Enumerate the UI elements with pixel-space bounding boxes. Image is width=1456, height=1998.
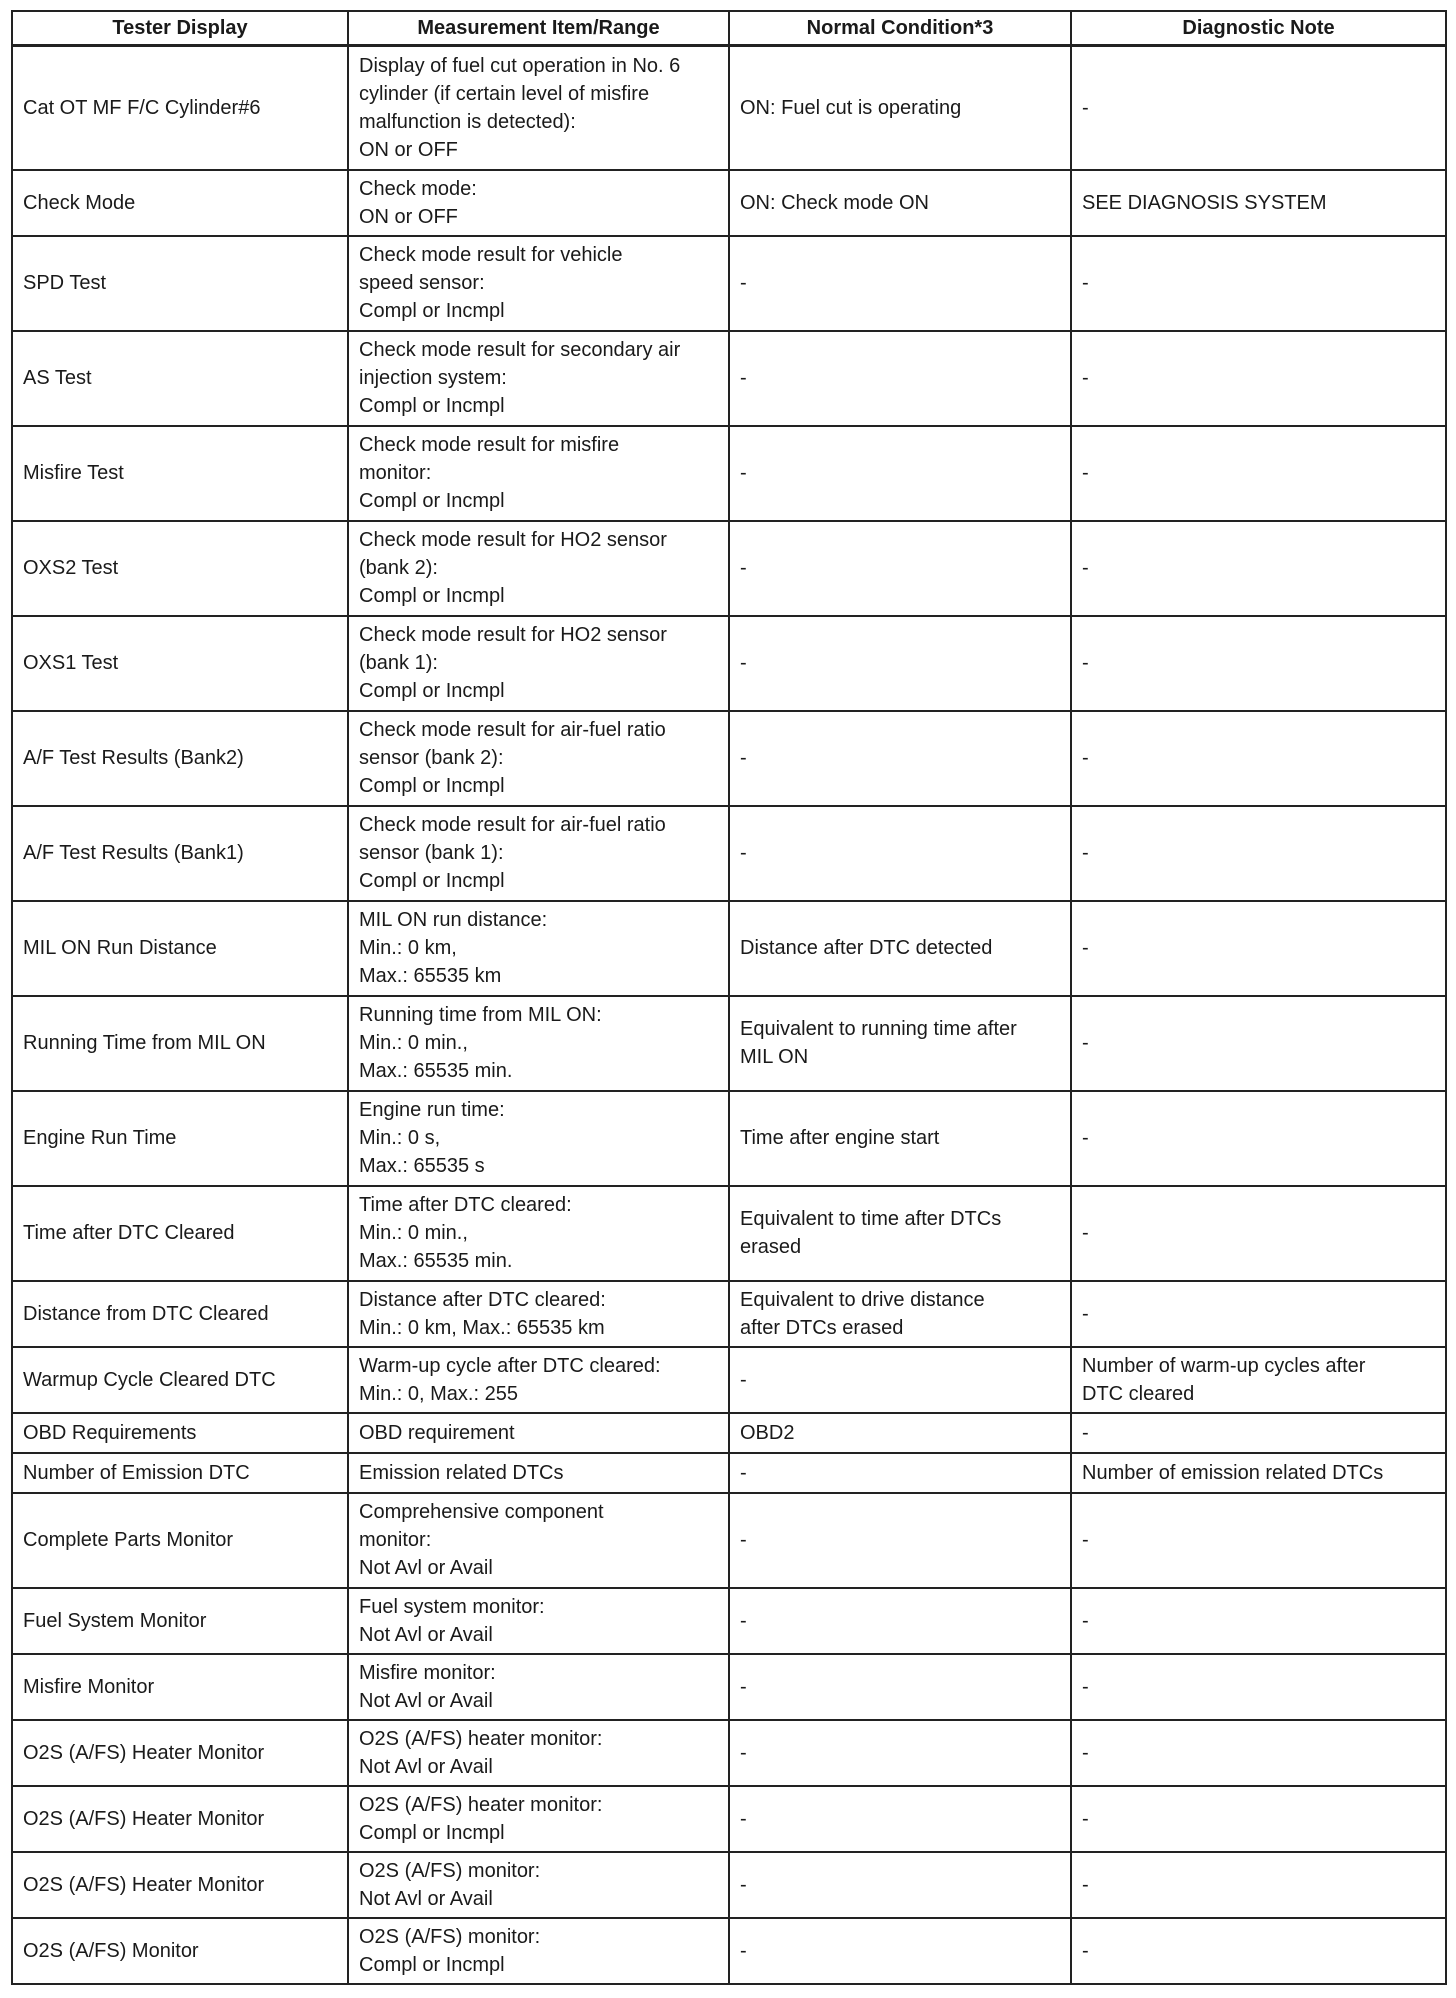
table-row bbox=[12, 1720, 1446, 1786]
cell-normal-condition: OBD2 bbox=[729, 1413, 1071, 1453]
cell-normal-condition: - bbox=[729, 1786, 1071, 1852]
cell-measurement-range: MIL ON run distance: Min.: 0 km, Max.: 65535 km bbox=[348, 901, 729, 996]
cell-tester-display: MIL ON Run Distance bbox=[12, 901, 348, 996]
cell-tester-display: Misfire Monitor bbox=[12, 1654, 348, 1720]
table-row bbox=[12, 901, 1446, 996]
cell-diagnostic-note: SEE DIAGNOSIS SYSTEM bbox=[1071, 170, 1446, 236]
cell-tester-display: Misfire Test bbox=[12, 426, 348, 521]
cell-tester-display: Fuel System Monitor bbox=[12, 1588, 348, 1654]
cell-measurement-range: Emission related DTCs bbox=[348, 1453, 729, 1493]
cell-tester-display: Cat OT MF F/C Cylinder#6 bbox=[12, 46, 348, 170]
cell-tester-display: O2S (A/FS) Heater Monitor bbox=[12, 1786, 348, 1852]
cell-measurement-range: Fuel system monitor: Not Avl or Avail bbox=[348, 1588, 729, 1654]
cell-normal-condition: - bbox=[729, 1654, 1071, 1720]
cell-measurement-range: Check mode: ON or OFF bbox=[348, 170, 729, 236]
header-diagnostic-note: Diagnostic Note bbox=[1071, 11, 1446, 46]
cell-measurement-range: Display of fuel cut operation in No. 6 cylinder (if certain level of misfire malfunction is detected): ON or OFF bbox=[348, 46, 729, 170]
table-body bbox=[12, 46, 1446, 1984]
cell-measurement-range: Check mode result for air-fuel ratio sensor (bank 1): Compl or Incmpl bbox=[348, 806, 729, 901]
table-row bbox=[12, 1654, 1446, 1720]
table-row bbox=[12, 1186, 1446, 1281]
cell-normal-condition: - bbox=[729, 1918, 1071, 1984]
cell-normal-condition: - bbox=[729, 331, 1071, 426]
cell-measurement-range: Engine run time: Min.: 0 s, Max.: 65535 s bbox=[348, 1091, 729, 1186]
table-row bbox=[12, 996, 1446, 1091]
table-row bbox=[12, 711, 1446, 806]
cell-measurement-range: Check mode result for air-fuel ratio sensor (bank 2): Compl or Incmpl bbox=[348, 711, 729, 806]
cell-normal-condition: - bbox=[729, 1852, 1071, 1918]
cell-measurement-range: Check mode result for HO2 sensor (bank 2): Compl or Incmpl bbox=[348, 521, 729, 616]
cell-normal-condition: - bbox=[729, 1588, 1071, 1654]
cell-diagnostic-note: - bbox=[1071, 1654, 1446, 1720]
cell-normal-condition: Equivalent to time after DTCs erased bbox=[729, 1186, 1071, 1281]
table-row bbox=[12, 1347, 1446, 1413]
cell-measurement-range: Check mode result for vehicle speed sensor: Compl or Incmpl bbox=[348, 236, 729, 331]
cell-normal-condition: - bbox=[729, 236, 1071, 331]
table-row bbox=[12, 236, 1446, 331]
data-list-table bbox=[11, 10, 1447, 1985]
cell-diagnostic-note: - bbox=[1071, 1186, 1446, 1281]
cell-normal-condition: - bbox=[729, 806, 1071, 901]
header-normal-condition: Normal Condition*3 bbox=[729, 11, 1071, 46]
cell-diagnostic-note: - bbox=[1071, 1091, 1446, 1186]
cell-diagnostic-note: - bbox=[1071, 1852, 1446, 1918]
cell-normal-condition: - bbox=[729, 1347, 1071, 1413]
cell-tester-display: O2S (A/FS) Monitor bbox=[12, 1918, 348, 1984]
cell-diagnostic-note: - bbox=[1071, 1493, 1446, 1588]
cell-tester-display: Warmup Cycle Cleared DTC bbox=[12, 1347, 348, 1413]
table-row bbox=[12, 1281, 1446, 1347]
cell-measurement-range: Check mode result for misfire monitor: Compl or Incmpl bbox=[348, 426, 729, 521]
table-row bbox=[12, 331, 1446, 426]
cell-diagnostic-note: Number of emission related DTCs bbox=[1071, 1453, 1446, 1493]
table-row bbox=[12, 521, 1446, 616]
cell-normal-condition: - bbox=[729, 1720, 1071, 1786]
cell-tester-display: Number of Emission DTC bbox=[12, 1453, 348, 1493]
table-row bbox=[12, 170, 1446, 236]
cell-diagnostic-note: Number of warm-up cycles after DTC cleared bbox=[1071, 1347, 1446, 1413]
table-row bbox=[12, 616, 1446, 711]
cell-normal-condition: Equivalent to running time after MIL ON bbox=[729, 996, 1071, 1091]
cell-normal-condition: - bbox=[729, 616, 1071, 711]
cell-diagnostic-note: - bbox=[1071, 1720, 1446, 1786]
cell-tester-display: Running Time from MIL ON bbox=[12, 996, 348, 1091]
cell-measurement-range: O2S (A/FS) heater monitor: Not Avl or Avail bbox=[348, 1720, 729, 1786]
cell-normal-condition: - bbox=[729, 521, 1071, 616]
cell-diagnostic-note: - bbox=[1071, 1588, 1446, 1654]
cell-diagnostic-note: - bbox=[1071, 331, 1446, 426]
table-row bbox=[12, 1493, 1446, 1588]
table-row bbox=[12, 1588, 1446, 1654]
cell-measurement-range: Check mode result for secondary air injection system: Compl or Incmpl bbox=[348, 331, 729, 426]
table-row bbox=[12, 1852, 1446, 1918]
header-tester-display: Tester Display bbox=[12, 11, 348, 46]
cell-tester-display: Check Mode bbox=[12, 170, 348, 236]
table-row bbox=[12, 1091, 1446, 1186]
cell-diagnostic-note: - bbox=[1071, 996, 1446, 1091]
cell-normal-condition: Distance after DTC detected bbox=[729, 901, 1071, 996]
cell-tester-display: Complete Parts Monitor bbox=[12, 1493, 348, 1588]
cell-diagnostic-note: - bbox=[1071, 1918, 1446, 1984]
cell-tester-display: Distance from DTC Cleared bbox=[12, 1281, 348, 1347]
cell-diagnostic-note: - bbox=[1071, 616, 1446, 711]
cell-tester-display: O2S (A/FS) Heater Monitor bbox=[12, 1720, 348, 1786]
table-row bbox=[12, 46, 1446, 170]
table-row bbox=[12, 1413, 1446, 1453]
cell-diagnostic-note: - bbox=[1071, 711, 1446, 806]
header-row bbox=[12, 11, 1446, 46]
cell-tester-display: O2S (A/FS) Heater Monitor bbox=[12, 1852, 348, 1918]
cell-normal-condition: - bbox=[729, 426, 1071, 521]
table-row bbox=[12, 1786, 1446, 1852]
cell-measurement-range: Running time from MIL ON: Min.: 0 min., Max.: 65535 min. bbox=[348, 996, 729, 1091]
cell-tester-display: SPD Test bbox=[12, 236, 348, 331]
cell-normal-condition: Equivalent to drive distance after DTCs erased bbox=[729, 1281, 1071, 1347]
cell-measurement-range: O2S (A/FS) monitor: Not Avl or Avail bbox=[348, 1852, 729, 1918]
cell-diagnostic-note: - bbox=[1071, 1281, 1446, 1347]
cell-diagnostic-note: - bbox=[1071, 46, 1446, 170]
cell-measurement-range: Distance after DTC cleared: Min.: 0 km, Max.: 65535 km bbox=[348, 1281, 729, 1347]
cell-measurement-range: O2S (A/FS) heater monitor: Compl or Incmpl bbox=[348, 1786, 729, 1852]
cell-normal-condition: ON: Fuel cut is operating bbox=[729, 46, 1071, 170]
cell-diagnostic-note: - bbox=[1071, 426, 1446, 521]
table-row bbox=[12, 1453, 1446, 1493]
header-measurement-item: Measurement Item/Range bbox=[348, 11, 729, 46]
spec-page bbox=[11, 10, 1445, 1985]
table-row bbox=[12, 426, 1446, 521]
cell-tester-display: Time after DTC Cleared bbox=[12, 1186, 348, 1281]
cell-diagnostic-note: - bbox=[1071, 806, 1446, 901]
cell-normal-condition: - bbox=[729, 1453, 1071, 1493]
cell-tester-display: OBD Requirements bbox=[12, 1413, 348, 1453]
cell-measurement-range: OBD requirement bbox=[348, 1413, 729, 1453]
cell-measurement-range: O2S (A/FS) monitor: Compl or Incmpl bbox=[348, 1918, 729, 1984]
cell-diagnostic-note: - bbox=[1071, 521, 1446, 616]
table-row bbox=[12, 806, 1446, 901]
table-header bbox=[12, 11, 1446, 46]
cell-measurement-range: Misfire monitor: Not Avl or Avail bbox=[348, 1654, 729, 1720]
cell-tester-display: OXS2 Test bbox=[12, 521, 348, 616]
cell-diagnostic-note: - bbox=[1071, 236, 1446, 331]
cell-tester-display: AS Test bbox=[12, 331, 348, 426]
cell-normal-condition: - bbox=[729, 1493, 1071, 1588]
cell-measurement-range: Comprehensive component monitor: Not Avl or Avail bbox=[348, 1493, 729, 1588]
cell-normal-condition: Time after engine start bbox=[729, 1091, 1071, 1186]
cell-tester-display: Engine Run Time bbox=[12, 1091, 348, 1186]
cell-diagnostic-note: - bbox=[1071, 901, 1446, 996]
cell-tester-display: A/F Test Results (Bank1) bbox=[12, 806, 348, 901]
cell-measurement-range: Check mode result for HO2 sensor (bank 1): Compl or Incmpl bbox=[348, 616, 729, 711]
cell-normal-condition: - bbox=[729, 711, 1071, 806]
table-row bbox=[12, 1918, 1446, 1984]
cell-normal-condition: ON: Check mode ON bbox=[729, 170, 1071, 236]
cell-measurement-range: Time after DTC cleared: Min.: 0 min., Max.: 65535 min. bbox=[348, 1186, 729, 1281]
cell-tester-display: A/F Test Results (Bank2) bbox=[12, 711, 348, 806]
cell-diagnostic-note: - bbox=[1071, 1786, 1446, 1852]
cell-measurement-range: Warm-up cycle after DTC cleared: Min.: 0, Max.: 255 bbox=[348, 1347, 729, 1413]
cell-tester-display: OXS1 Test bbox=[12, 616, 348, 711]
cell-diagnostic-note: - bbox=[1071, 1413, 1446, 1453]
